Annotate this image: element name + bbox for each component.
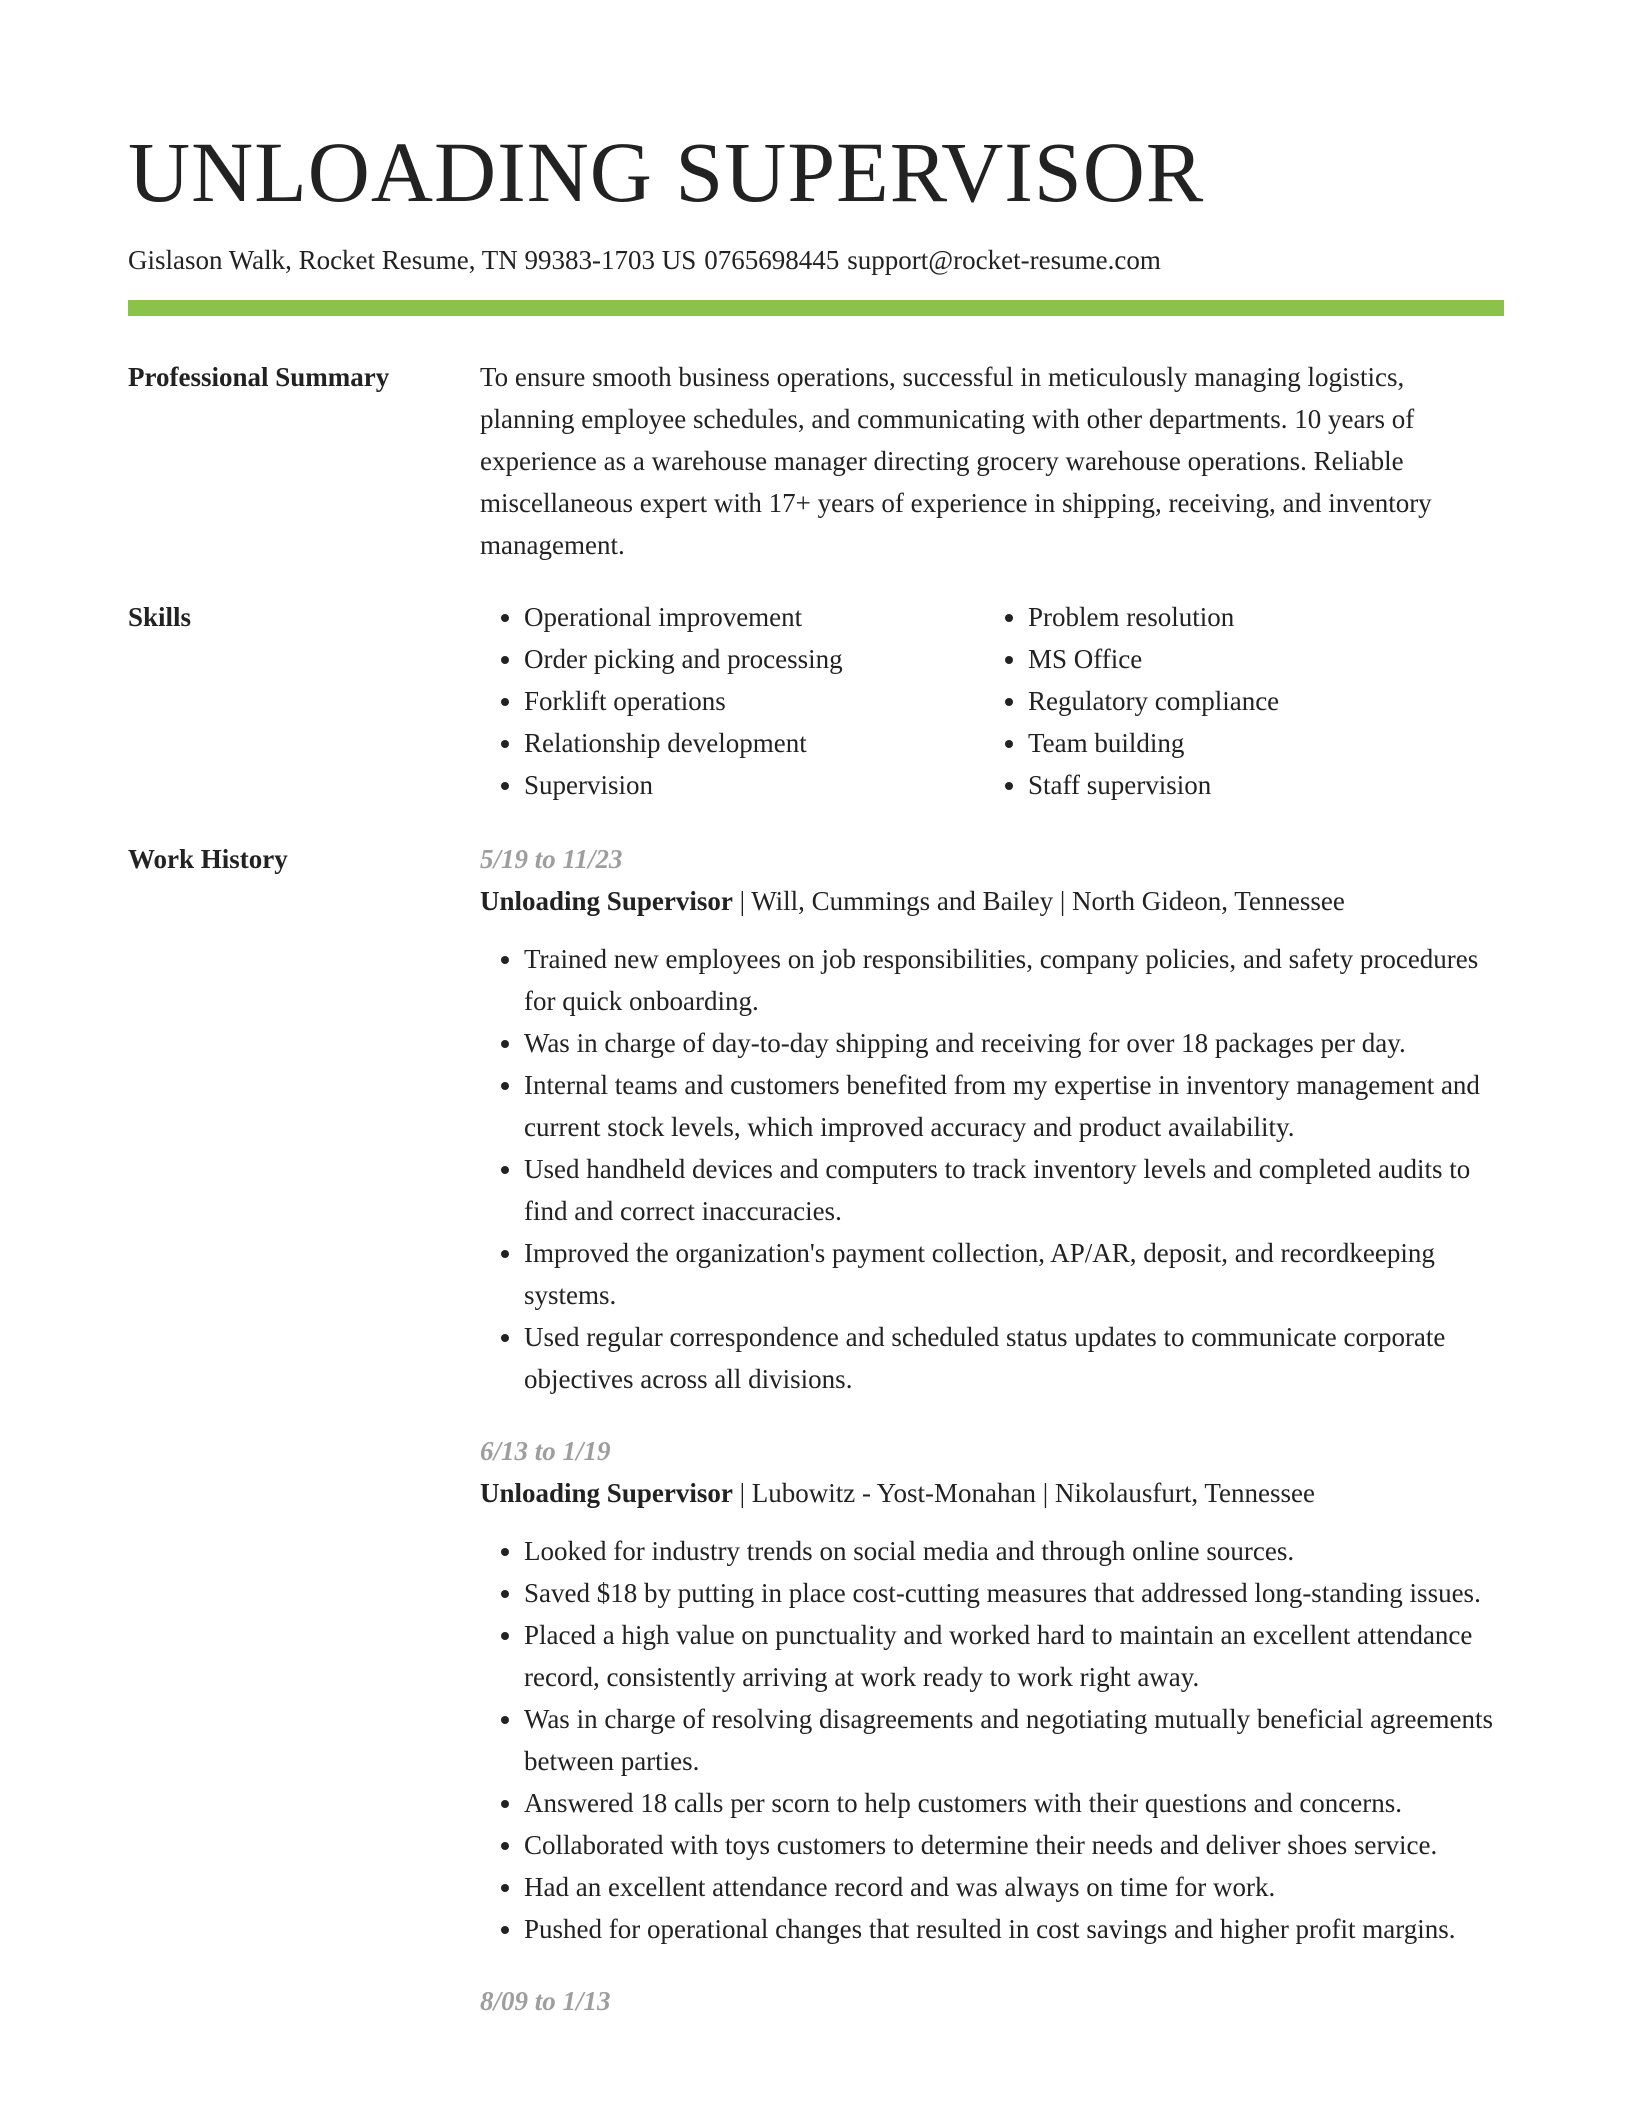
job-dates: 8/09 to 1/13 <box>480 1986 611 2016</box>
contact-address: Gislason Walk, Rocket Resume, TN 99383-1703 US <box>128 245 697 275</box>
job-bullet: • Placed a high value on punctuality and worked hard to maintain an excellent attendance record, consistently arriving at work ready to work right away. <box>524 1614 1504 1698</box>
job-bullet: • Collaborated with toys customers to determine their needs and deliver shoes service. <box>524 1824 1504 1866</box>
section-label-summary: Professional Summary <box>128 362 390 392</box>
skill-item: • Problem resolution <box>1028 596 1279 638</box>
job-bullet: • Had an excellent attendance record and was always on time for work. <box>524 1866 1504 1908</box>
job-bullets <box>480 938 1504 1400</box>
section-label-skills: Skills <box>128 602 192 632</box>
job-heading: Unloading Supervisor | Will, Cummings and Bailey | North Gideon, Tennessee <box>480 886 1345 916</box>
job-location: Nikolausfurt, Tennessee <box>1054 1478 1315 1508</box>
job-bullet: • Answered 18 calls per scorn to help customers with their questions and concerns. <box>524 1782 1504 1824</box>
contact-phone: 0765698445 <box>704 245 840 275</box>
section-label-work-history: Work History <box>128 844 288 874</box>
job-heading: Unloading Supervisor | Lubowitz - Yost-Monahan | Nikolausfurt, Tennessee <box>480 1478 1315 1508</box>
job-dates: 6/13 to 1/19 <box>480 1436 611 1466</box>
job-bullet: • Was in charge of resolving disagreements and negotiating mutually beneficial agreements between parties. <box>524 1698 1504 1782</box>
resume-title: UNLOADING SUPERVISOR <box>128 124 1205 220</box>
skills-list-left <box>480 596 984 806</box>
contact-line <box>128 242 1504 278</box>
job-bullet: • Trained new employees on job responsibilities, company policies, and safety procedures for quick onboarding. <box>524 938 1504 1022</box>
summary-section <box>128 356 1504 566</box>
summary-text: To ensure smooth business operations, successful in meticulously managing logistics, planning employee schedules, and communicating with other departments. 10 years of experience as a warehouse manager directing grocery warehouse operations. Reliable miscellaneous expert with 17+ years of experience in shipping, receiving, and inventory management. <box>480 362 1432 560</box>
accent-divider <box>128 300 1504 316</box>
job-company: Will, Cummings and Bailey <box>751 886 1054 916</box>
job-entry <box>480 1980 1504 2022</box>
job-bullet: • Was in charge of day-to-day shipping and receiving for over 18 packages per day. <box>524 1022 1504 1064</box>
job-bullet: • Improved the organization's payment collection, AP/AR, deposit, and recordkeeping systems. <box>524 1232 1504 1316</box>
job-bullet: • Pushed for operational changes that resulted in cost savings and higher profit margins. <box>524 1908 1504 1950</box>
job-bullet: • Used regular correspondence and scheduled status updates to communicate corporate objectives across all divisions. <box>524 1316 1504 1400</box>
job-entry <box>480 1430 1504 1950</box>
job-entry <box>480 838 1504 1400</box>
job-bullet: • Looked for industry trends on social media and through online sources. <box>524 1530 1504 1572</box>
job-title: Unloading Supervisor <box>480 886 733 916</box>
job-title: Unloading Supervisor <box>480 1478 733 1508</box>
resume-page <box>128 0 1504 2022</box>
skill-item: • Relationship development <box>524 722 984 764</box>
skills-list-right <box>984 596 1279 806</box>
contact-email[interactable]: support@rocket-resume.com <box>847 245 1161 275</box>
job-bullet: • Saved $18 by putting in place cost-cutting measures that addressed long-standing issues. <box>524 1572 1504 1614</box>
skill-item: • Regulatory compliance <box>1028 680 1279 722</box>
skill-item: • Staff supervision <box>1028 764 1279 806</box>
skill-item: • Team building <box>1028 722 1279 764</box>
skill-item: • Forklift operations <box>524 680 984 722</box>
skill-item: • MS Office <box>1028 638 1279 680</box>
job-dates: 5/19 to 11/23 <box>480 844 623 874</box>
skill-item: • Supervision <box>524 764 984 806</box>
job-company: Lubowitz - Yost-Monahan <box>751 1478 1036 1508</box>
job-bullet: • Internal teams and customers benefited from my expertise in inventory management and current stock levels, which improved accuracy and product availability. <box>524 1064 1504 1148</box>
job-bullet: • Used handheld devices and computers to track inventory levels and completed audits to find and correct inaccuracies. <box>524 1148 1504 1232</box>
skill-item: • Operational improvement <box>524 596 984 638</box>
job-bullets <box>480 1530 1504 1950</box>
job-location: North Gideon, Tennessee <box>1072 886 1345 916</box>
work-history-section <box>128 838 1504 2022</box>
skills-section <box>128 596 1504 806</box>
skill-item: • Order picking and processing <box>524 638 984 680</box>
